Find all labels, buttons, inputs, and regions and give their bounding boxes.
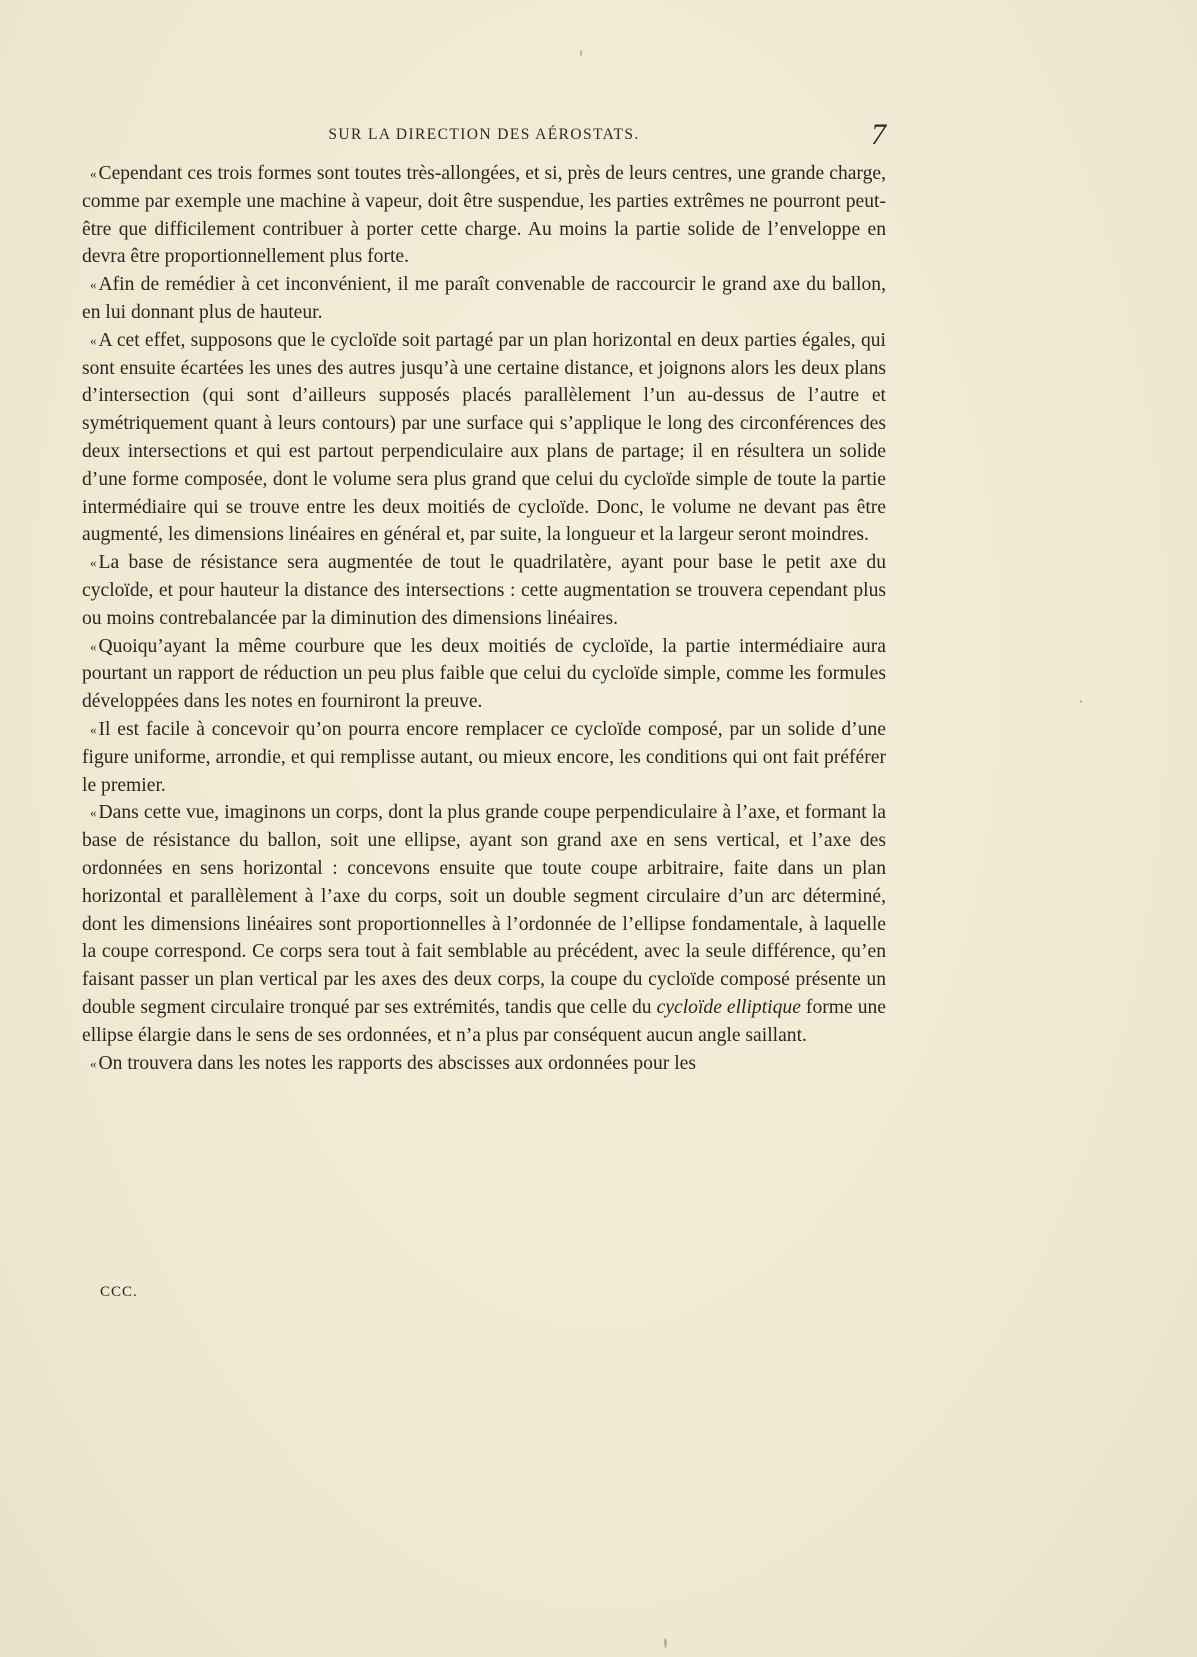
- paper-speck: [664, 1638, 667, 1648]
- quote-mark: «: [90, 277, 97, 293]
- signature-mark: CCC.: [100, 1284, 138, 1300]
- quote-mark: «: [90, 555, 97, 571]
- quote-mark: «: [90, 1055, 97, 1071]
- quote-mark: «: [90, 721, 97, 737]
- paragraph-text: La base de résistance sera augmentée de tout le quadrilatère, ayant pour base le petit axe du cycloïde, et pour hauteur la distance des intersections : cette augmentation se trouvera cependant plus ou moins contrebalancée par la diminution des dimensions linéaires.: [82, 552, 886, 629]
- quote-mark: «: [90, 166, 97, 181]
- page-number: 7: [871, 118, 886, 151]
- paragraph: [82, 160, 886, 271]
- paragraph: [82, 327, 886, 549]
- paper-speck: [1080, 700, 1082, 703]
- paragraph-text: Afin de remédier à cet inconvénient, il me paraît convenable de raccourcir le grand axe du ballon, en lui donnant plus de hauteur.: [82, 274, 886, 323]
- paragraph: [82, 1050, 886, 1078]
- quote-mark: «: [90, 805, 97, 821]
- paragraph-text-continued: forme une ellipse élargie dans le sens de ses ordonnées, et n’a plus par conséquent aucun angle saillant.: [82, 996, 886, 1046]
- paragraph: [82, 271, 886, 327]
- paragraph: [82, 633, 886, 716]
- quote-mark: «: [90, 332, 97, 348]
- quote-mark: «: [90, 638, 97, 654]
- page-header: [82, 118, 886, 154]
- paragraph-text: A cet effet, supposons que le cycloïde soit partagé par un plan horizontal en deux parties égales, qui sont ensuite écartées les unes des autres jusqu’à une certaine distance, et joignons alors les deux plans d’intersection (qui sont d’ailleurs supposés placés parallèlement l’un au-dessus de l’autre et symétriquement quant à leurs contours) par une surface qui s’applique le long des circonférences des deux intersections et qui est partout perpendiculaire aux plans de partage; il en résultera un solide d’une forme composée, dont le volume sera plus grand que celui du cycloïde simple de toute la partie intermédiaire qui se trouve entre les deux moitiés de cycloïde. Donc, le volume ne devant pas être augmenté, les dimensions linéaires en général et, par suite, la longueur et la largeur seront moindres.: [82, 329, 886, 546]
- paragraph-text: Il est facile à concevoir qu’on pourra encore remplacer ce cycloïde composé, par un solide d’une figure uniforme, arrondie, et qui remplisse autant, ou mieux encore, les conditions qui ont fait préférer le premier.: [82, 718, 886, 796]
- body-text: [82, 160, 886, 1077]
- paragraph-text: Cependant ces trois formes sont toutes très-allongées, et si, près de leurs centres, une grande charge, comme par exemple une machine à vapeur, doit être suspendue, les parties extrêmes ne pourront peut-être que difficilement contribuer à porter cette charge. Au moins la partie solide de l’enveloppe en devra être proportionnellement plus forte.: [82, 163, 886, 268]
- paragraph-text: Quoiqu’ayant la même courbure que les deux moitiés de cycloïde, la partie intermédiaire aura pourtant un rapport de réduction un peu plus faible que celui du cycloïde simple, comme les formules développées dans les notes en fourniront la preuve.: [82, 635, 886, 713]
- paragraph: [82, 716, 886, 799]
- paragraph: [82, 799, 886, 1049]
- running-title: SUR LA DIRECTION DES AÉROSTATS.: [328, 126, 640, 143]
- paper-speck: [580, 50, 582, 56]
- paragraph-text: On trouvera dans les notes les rapports des abscisses aux ordonnées pour les: [98, 1052, 696, 1074]
- paragraph: [82, 549, 886, 632]
- italic-term: cycloïde elliptique: [656, 996, 801, 1018]
- paragraph-text: Dans cette vue, imaginons un corps, dont la plus grande coupe perpendiculaire à l’axe, et formant la base de résistance du ballon, soit une ellipse, ayant son grand axe en sens vertical, et l’axe des ordonnées en sens horizontal : concevons ensuite que toute coupe arbitraire, faite dans un plan horizontal et parallèlement à l’axe du corps, soit un double segment circulaire d’un arc déterminé, dont les dimensions linéaires sont proportionnelles à l’ordonnée de l’ellipse fondamentale, à laquelle la coupe correspond. Ce corps sera tout à fait semblable au précédent, avec la seule différence, qu’en faisant passer un plan vertical par les axes des deux corps, la coupe du cycloïde composé présente un double segment circulaire tronqué par ses extrémités, tandis que celle du: [82, 802, 886, 1018]
